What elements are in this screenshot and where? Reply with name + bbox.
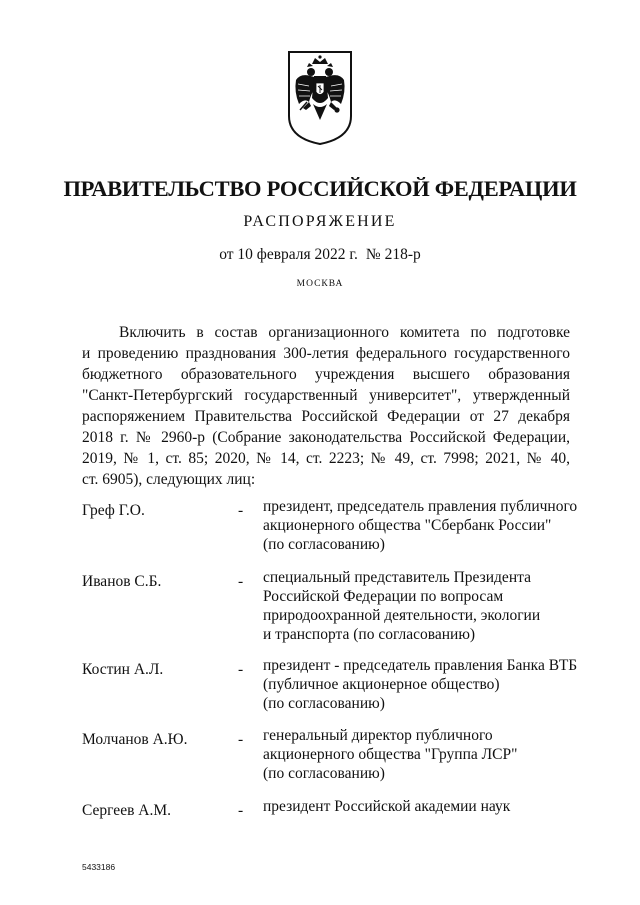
member-role-line: природоохранной деятельности, экологии bbox=[263, 607, 541, 624]
body-line: 2018 г. № 2960-р (Собрание законодательства Российской Федерации, bbox=[82, 429, 570, 446]
member-role-line: (публичное акционерное общество) bbox=[263, 676, 500, 693]
member-role-line: президент Российской академии наук bbox=[263, 798, 511, 815]
body-line: и проведению празднования 300-летия федерального государственного bbox=[82, 345, 570, 362]
document-date: от 10 февраля 2022 г. bbox=[219, 246, 358, 263]
member-role-line: (по согласованию) bbox=[263, 695, 385, 712]
member-role bbox=[263, 568, 540, 644]
member-role-line: специальный представитель Президента bbox=[263, 569, 531, 586]
coat-of-arms-emblem bbox=[287, 50, 353, 146]
member-dash: - bbox=[238, 731, 244, 748]
member-role-line: (по согласованию) bbox=[263, 765, 385, 782]
member-role bbox=[263, 797, 510, 816]
member-dash: - bbox=[238, 661, 244, 678]
member-role bbox=[263, 497, 577, 554]
member-name: Молчанов А.Ю. bbox=[82, 731, 188, 748]
member-role bbox=[263, 726, 517, 783]
member-name: Сергеев А.М. bbox=[82, 802, 171, 819]
member-dash: - bbox=[238, 802, 244, 819]
body-line: 2019, № 1, ст. 85; 2020, № 14, ст. 2223; № 49, ст. 7998; 2021, № 40, bbox=[82, 450, 570, 467]
member-name: Иванов С.Б. bbox=[82, 573, 162, 590]
body-line: ст. 6905), следующих лиц: bbox=[82, 471, 256, 488]
member-dash: - bbox=[238, 573, 244, 590]
body-line: бюджетного образовательного учреждения высшего образования bbox=[82, 366, 570, 383]
member-role-line: генеральный директор публичного bbox=[263, 727, 493, 744]
document-city: МОСКВА bbox=[296, 279, 344, 289]
member-role-line: акционерного общества "Группа ЛСР" bbox=[263, 746, 518, 763]
document-date-line bbox=[0, 246, 640, 264]
body-line: распоряжением Правительства Российской Федерации от 27 декабря bbox=[82, 408, 570, 425]
document-number: № 218-р bbox=[365, 246, 421, 263]
member-name: Греф Г.О. bbox=[82, 502, 145, 519]
russian-coat-of-arms-icon bbox=[287, 50, 353, 146]
member-role-line: и транспорта (по согласованию) bbox=[263, 626, 476, 643]
member-role-line: (по согласованию) bbox=[263, 536, 385, 553]
member-dash: - bbox=[238, 502, 244, 519]
body-line: Включить в состав организационного комитета по подготовке bbox=[119, 324, 570, 341]
body-line: "Санкт-Петербургский государственный университет", утвержденный bbox=[82, 387, 570, 404]
member-role-line: президент - председатель правления Банка ВТБ bbox=[263, 657, 578, 674]
member-name: Костин А.Л. bbox=[82, 661, 164, 678]
member-role-line: Российской Федерации по вопросам bbox=[263, 588, 504, 605]
member-role bbox=[263, 656, 577, 713]
government-title: ПРАВИТЕЛЬСТВО РОССИЙСКОЙ ФЕДЕРАЦИИ bbox=[63, 176, 577, 201]
member-role-line: акционерного общества "Сбербанк России" bbox=[263, 517, 552, 534]
document-code: 5433186 bbox=[82, 862, 116, 872]
document-type: РАСПОРЯЖЕНИЕ bbox=[243, 213, 397, 230]
member-role-line: президент, председатель правления публичного bbox=[263, 498, 578, 515]
